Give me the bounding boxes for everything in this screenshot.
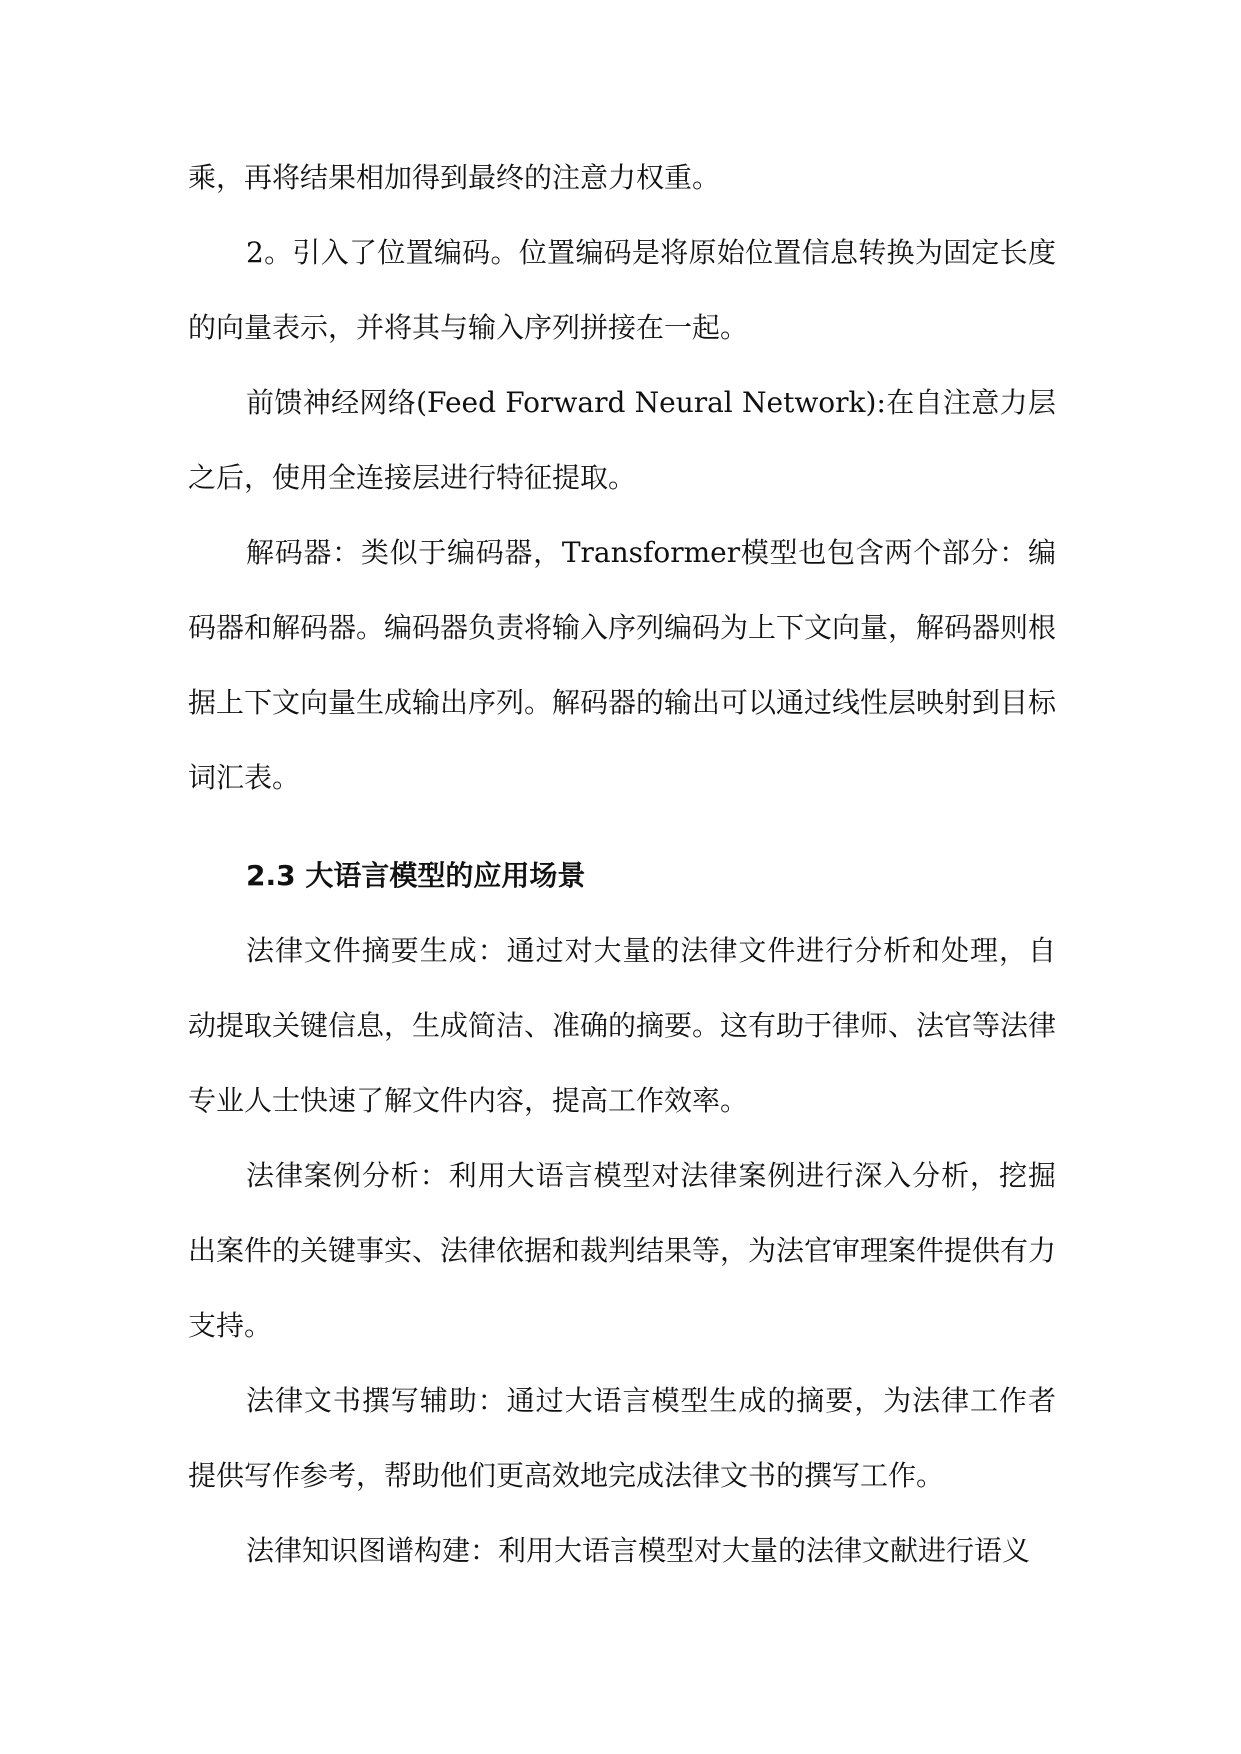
paragraph-decoder: 解码器：类似于编码器，Transformer模型也包含两个部分：编码器和解码器。编码器负责将输入序列编码为上下文向量，解码器则根据上下文向量生成输出序列。解码器的输出可以通过线性层映射到目标词汇表。 — [188, 536, 1057, 794]
paragraph-positional-encoding: 2。引入了位置编码。位置编码是将原始位置信息转换为固定长度的向量表示，并将其与输入序列拼接在一起。 — [188, 236, 1056, 344]
paragraph-legal-summary-generation: 法律文件摘要生成：通过对大量的法律文件进行分析和处理，自动提取关键信息，生成简洁、准确的摘要。这有助于律师、法官等法律专业人士快速了解文件内容，提高工作效率。 — [188, 934, 1057, 1117]
page-body — [188, 140, 1056, 1588]
paragraph-legal-knowledge-graph: 法律知识图谱构建：利用大语言模型对大量的法律文献进行语义 — [246, 1534, 1031, 1567]
paragraph-attention-weight-continuation: 乘，再将结果相加得到最终的注意力权重。 — [188, 161, 721, 194]
paragraph-legal-case-analysis: 法律案例分析：利用大语言模型对法律案例进行深入分析，挖掘出案件的关键事实、法律依据和裁判结果等，为法官审理案件提供有力支持。 — [188, 1159, 1057, 1342]
paragraph-legal-writing-assistance: 法律文书撰写辅助：通过大语言模型生成的摘要，为法律工作者提供写作参考，帮助他们更高效地完成法律文书的撰写工作。 — [188, 1384, 1056, 1492]
paragraph-feed-forward-network: 前馈神经网络(Feed Forward Neural Network):在自注意力层之后，使用全连接层进行特征提取。 — [188, 386, 1056, 494]
section-heading: 2.3 大语言模型的应用场景 — [246, 859, 586, 892]
